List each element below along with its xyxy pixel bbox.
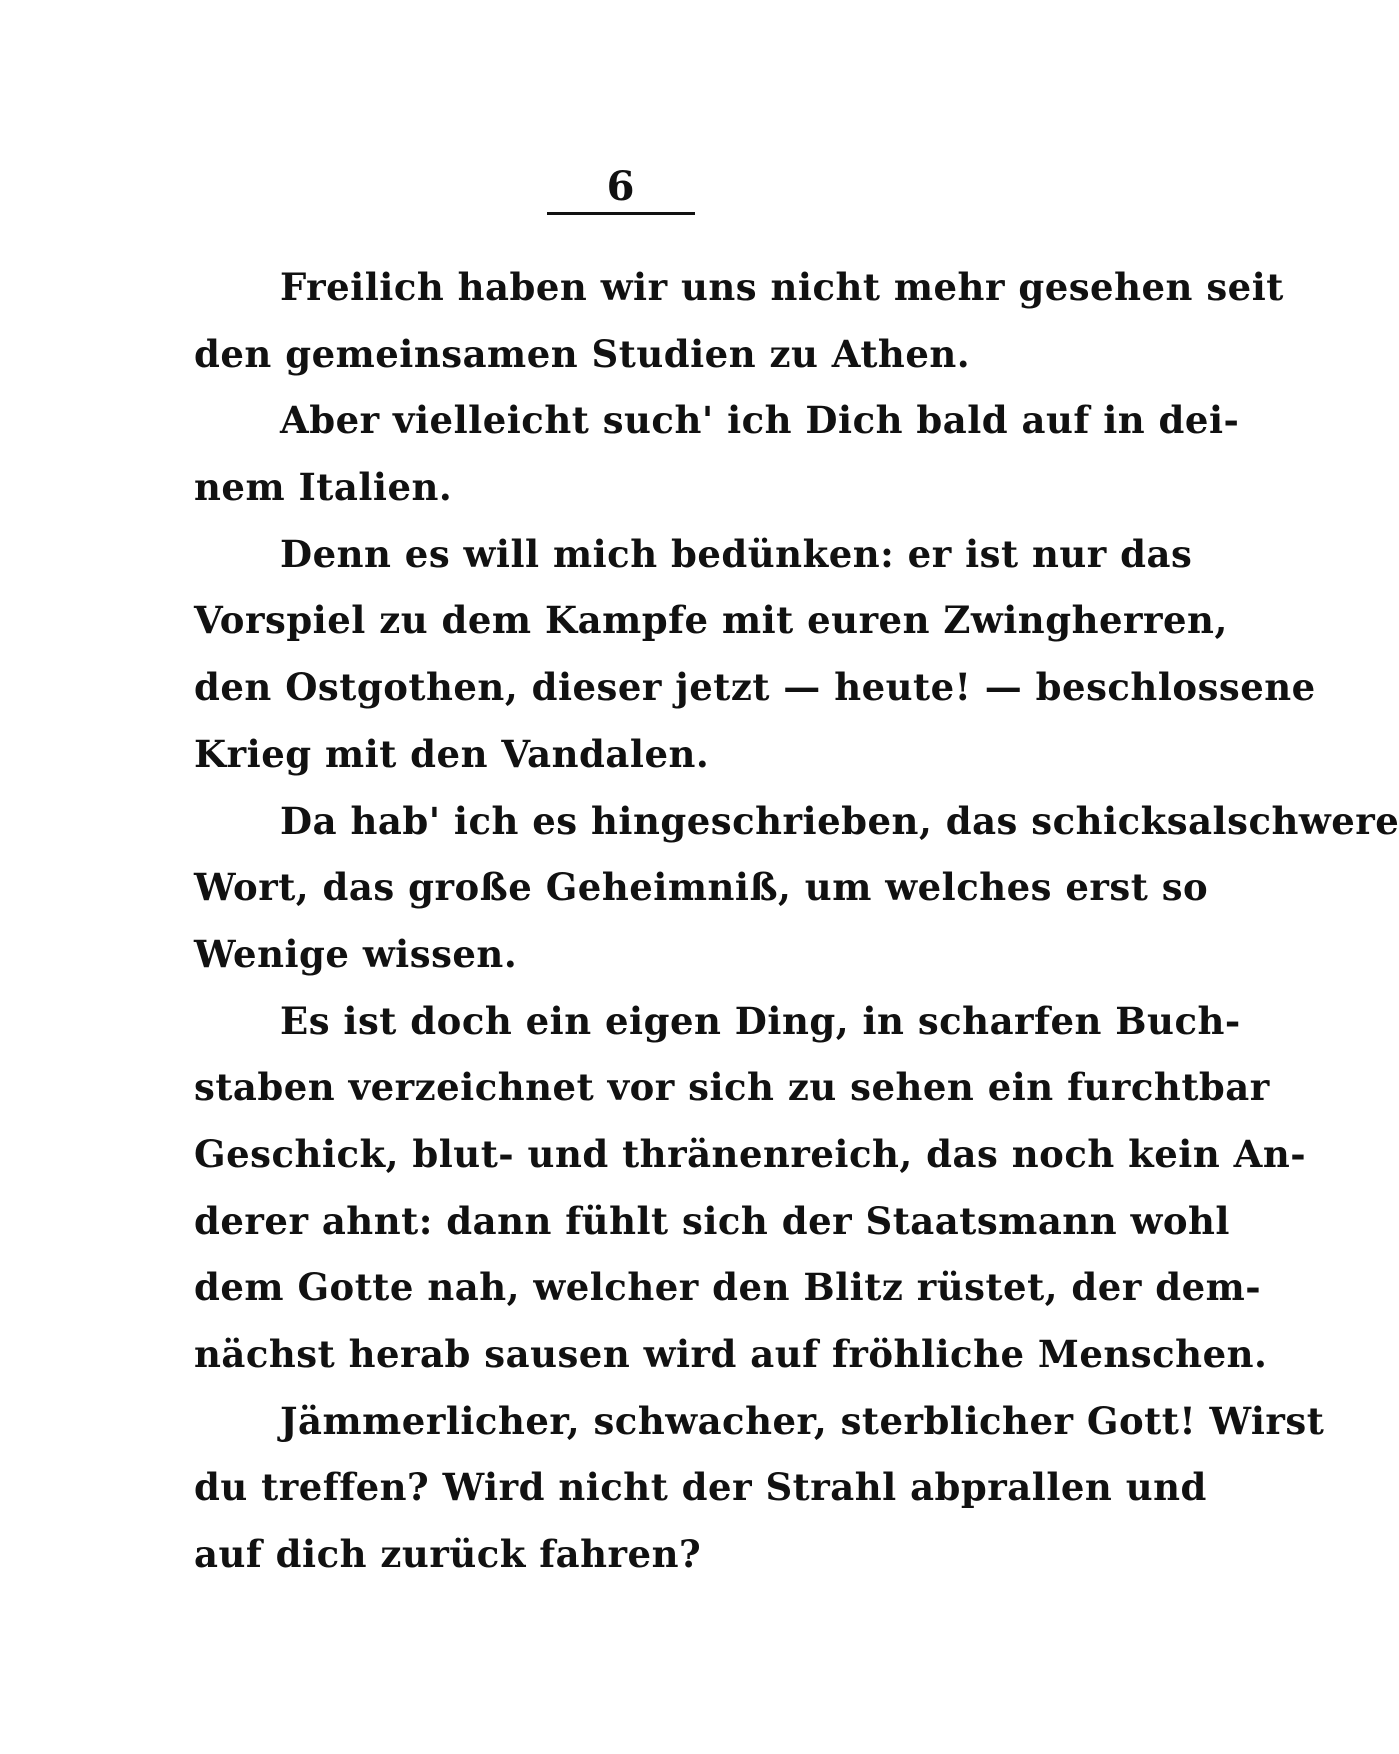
- text-line: Vorspiel zu dem Kampfe mit euren Zwingherren,: [194, 598, 1228, 643]
- text-line: Geschick, blut- und thränenreich, das noch kein An-: [194, 1131, 1307, 1176]
- text-line: nem Italien.: [194, 465, 453, 510]
- text-line: Aber vielleicht such' ich Dich bald auf in dei-: [280, 398, 1240, 443]
- text-line: Wort, das große Geheimniß, um welches erst so: [194, 865, 1209, 910]
- text-line: derer ahnt: dann fühlt sich der Staatsmann wohl: [194, 1198, 1230, 1243]
- body-text: [194, 254, 1399, 1588]
- page-number-rule: [547, 212, 695, 215]
- text-line: staben verzeichnet vor sich zu sehen ein furchtbar: [194, 1065, 1270, 1110]
- text-line: nächst herab sausen wird auf fröhliche Menschen.: [194, 1332, 1268, 1376]
- text-line: Krieg mit den Vandalen.: [194, 731, 710, 776]
- page-number: 6: [606, 163, 635, 210]
- text-line: Es ist doch ein eigen Ding, in scharfen Buch-: [280, 998, 1241, 1043]
- text-line: dem Gotte nah, welcher den Blitz rüstet, der dem-: [194, 1265, 1262, 1310]
- text-line: Jämmerlicher, schwacher, sterblicher Gott! Wirst: [280, 1398, 1325, 1443]
- text-line: Wenige wissen.: [194, 931, 518, 976]
- text-line: den Ostgothen, dieser jetzt — heute! — beschlossene: [194, 665, 1316, 710]
- text-line: du treffen? Wird nicht der Strahl abprallen und: [194, 1465, 1207, 1510]
- text-line: den gemeinsamen Studien zu Athen.: [194, 331, 971, 376]
- text-line: auf dich zurück fahren?: [194, 1532, 702, 1577]
- text-line: Da hab' ich es hingeschrieben, das schicksalschwere: [280, 798, 1399, 843]
- text-line: Freilich haben wir uns nicht mehr gesehen seit: [280, 265, 1284, 309]
- text-line: Denn es will mich bedünken: er ist nur das: [280, 531, 1193, 576]
